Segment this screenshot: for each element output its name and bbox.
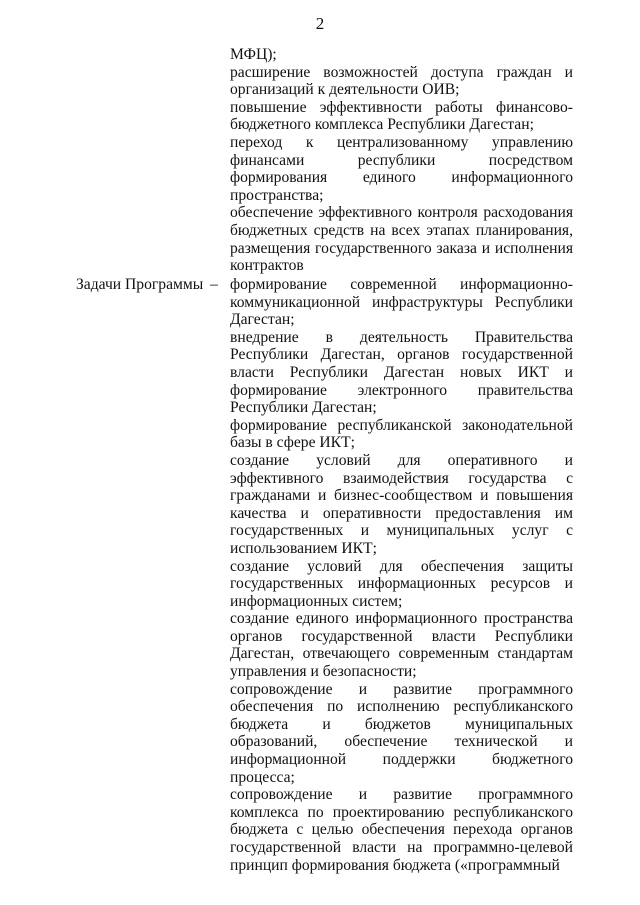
list-item: формирование республиканской законодательной базы в сфере ИКТ; bbox=[230, 416, 573, 452]
list-item: создание условий для оперативного и эффективного взаимодействия государства с гражданами и бизнес-сообществом и повышения качества и оперативности предоставления им государственных и муниципальных услуг с использованием ИКТ; bbox=[230, 451, 573, 557]
list-item: внедрение в деятельность Правительства Республики Дагестан, органов государственной власти Республики Дагестан новых ИКТ и формирование электронного правительства Республики Дагестан; bbox=[230, 328, 573, 417]
list-item: сопровождение и развитие программного комплекса по проектированию республиканского бюджета с целью обеспечения перехода органов государственной власти на программно-целевой принцип формирования бюджета («программный bbox=[230, 786, 573, 874]
list-item: повышение эффективности работы финансово-бюджетного комплекса Республики Дагестан; bbox=[230, 98, 573, 134]
tasks-section-label: Задачи Программы bbox=[76, 276, 204, 293]
list-item: МФЦ); bbox=[230, 46, 277, 63]
tasks-list bbox=[230, 276, 573, 874]
label-dash: – bbox=[210, 276, 218, 293]
page-number: 2 bbox=[315, 14, 325, 33]
list-item: создание единого информационного пространства органов государственной власти Республики Дагестан, отвечающего современным стандартам управления и безопасности; bbox=[230, 610, 573, 681]
goals-continuation bbox=[230, 46, 573, 275]
list-item: формирование современной информационно-коммуникационной инфраструктуры Республики Дагестан; bbox=[230, 276, 573, 329]
list-item: обеспечение эффективного контроля расходования бюджетных средств на всех этапах планирования, размещения государственного заказа и исполнения контрактов bbox=[230, 204, 573, 275]
list-item: сопровождение и развитие программного обеспечения по исполнению республиканского бюджета и бюджетов муниципальных образований, обеспечение технической и информационной поддержки бюджетного процесса; bbox=[230, 680, 573, 786]
list-item: создание условий для обеспечения защиты государственных информационных ресурсов и информационных систем; bbox=[230, 557, 573, 610]
list-item: переход к централизованному управлению финансами республики посредством формирования единого информационного пространства; bbox=[230, 133, 573, 204]
list-item: расширение возможностей доступа граждан и организаций к деятельности ОИВ; bbox=[230, 63, 573, 99]
